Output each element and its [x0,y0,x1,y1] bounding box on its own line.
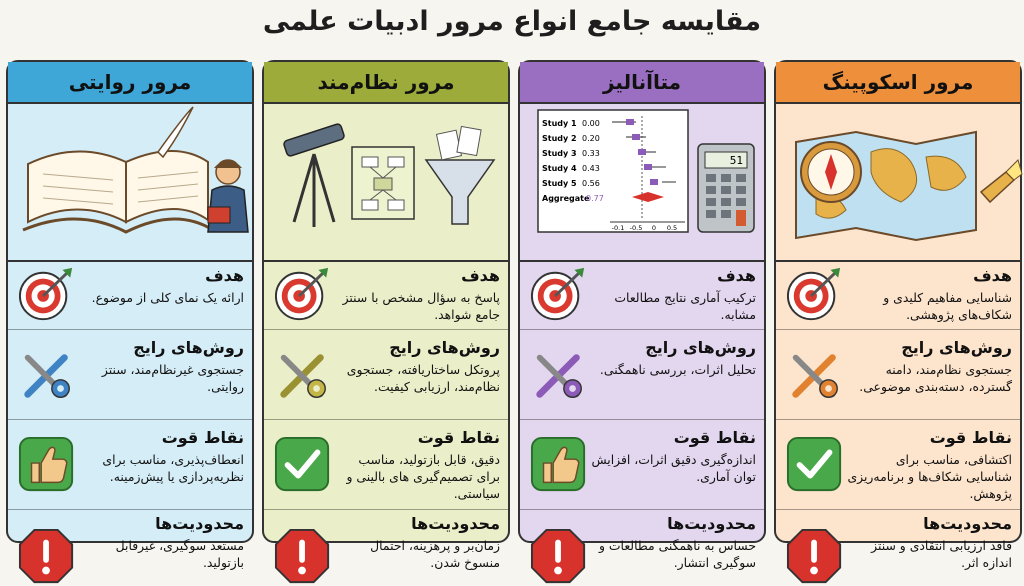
forest-axis-tick: 0 [651,224,657,232]
forest-study-label: Study 2 [542,134,577,143]
target-icon [18,266,76,324]
page-title: مقایسه جامع انواع مرور ادبیات علمی [262,6,762,37]
section-goal [776,260,1020,330]
section-label: محدودیت‌ها [411,514,500,533]
forest-study-label: Study 5 [542,179,577,188]
section-methods [264,330,508,420]
section-text: فاقد ارزیابی انتقادی و سنتز اندازه اثر. [871,538,1012,570]
section-text: زمان‌بر و پرهزینه، احتمال منسوخ شدن. [370,538,500,570]
section-label: محدودیت‌ها [667,514,756,533]
section-text: حساس به ناهمگنی مطالعات و سوگیری انتشار. [598,538,756,570]
section-label: روش‌های رایج [133,338,244,357]
section-strengths [264,420,508,510]
section-strengths [8,420,252,510]
forest-point [626,119,634,125]
forest-study-value: 0.00 [582,119,600,128]
target-icon [786,266,844,324]
forest-study-value: 0.43 [582,164,600,173]
section-limitations [264,510,508,570]
forest-axis-tick: -0.5 [629,224,643,232]
section-limitations [520,510,764,570]
column-title: مرور نظام‌مند [264,62,508,104]
section-goal [264,260,508,330]
warning-icon [18,528,76,586]
thumbs-up-icon [530,436,588,494]
target-icon [530,266,588,324]
tools-icon [786,346,844,404]
column-scoping-review [774,60,1022,570]
illustration-forest-plot [520,102,764,262]
section-label: نقاط قوت [929,428,1012,447]
column-narrative-review [6,60,254,570]
section-limitations [8,510,252,570]
section-text: پروتکل ساختاریافته، جستجوی نظام‌مند، ارزیابی کیفیت. [346,362,500,394]
section-label: روش‌های رایج [389,338,500,357]
section-text: مستعد سوگیری، غیرقابل بازتولید. [115,538,244,570]
forest-point [644,164,652,170]
forest-point [632,134,640,140]
section-label: هدف [205,266,244,285]
section-text: پاسخ به سؤال مشخص با سنتز جامع شواهد. [342,290,500,322]
forest-study-label: Study 4 [542,164,577,173]
section-limitations [776,510,1020,570]
section-methods [8,330,252,420]
warning-icon [274,528,332,586]
forest-study-label: Study 1 [542,119,577,128]
target-icon [274,266,332,324]
section-text: اندازه‌گیری دقیق اثرات، افزایش توان آماری. [591,452,756,484]
forest-study-value: 0.20 [582,134,600,143]
section-methods [776,330,1020,420]
section-label: محدودیت‌ها [155,514,244,533]
illustration-open-book [8,102,252,262]
section-label: روش‌های رایج [901,338,1012,357]
forest-point [638,149,646,155]
section-text: شناسایی مفاهیم کلیدی و شکاف‌های پژوهشی. [883,290,1012,322]
column-systematic-review [262,60,510,570]
section-label: هدف [973,266,1012,285]
section-label: هدف [461,266,500,285]
section-label: نقاط قوت [673,428,756,447]
section-text: تحلیل اثرات، بررسی ناهمگنی. [599,362,756,377]
tools-icon [18,346,76,404]
column-title: متاآنالیز [520,62,764,104]
forest-point [650,179,658,185]
section-text: دقیق، قابل بازتولید، مناسب برای تصمیم‌گیری های بالینی و سیاستی. [346,452,500,501]
illustration-map-compass [776,102,1020,262]
section-label: محدودیت‌ها [923,514,1012,533]
calculator-display: 51 [729,154,743,167]
forest-study-value: 0.33 [582,149,600,158]
section-goal [520,260,764,330]
tools-icon [530,346,588,404]
thumbs-up-icon [18,436,76,494]
section-text: انعطاف‌پذیری، مناسب برای نظریه‌پردازی یا پیش‌زمینه. [102,452,244,484]
checkmark-icon [786,436,844,494]
column-meta-analysis [518,60,766,570]
section-methods [520,330,764,420]
section-label: روش‌های رایج [645,338,756,357]
section-text: جستجوی نظام‌مند، دامنه گسترده، دسته‌بندی موضوعی. [859,362,1012,394]
illustration-telescope-funnel [264,102,508,262]
section-text: جستجوی غیرنظام‌مند، سنتز روایتی. [101,362,244,394]
forest-study-value: 0.56 [582,179,600,188]
section-label: نقاط قوت [417,428,500,447]
section-label: نقاط قوت [161,428,244,447]
section-label: هدف [717,266,756,285]
warning-icon [786,528,844,586]
forest-axis-tick: 0.5 [666,224,678,232]
forest-aggregate-value: 0.77 [586,194,604,203]
column-title: مرور روایتی [8,62,252,104]
forest-study-label: Study 3 [542,149,577,158]
warning-icon [530,528,588,586]
section-text: ارائه یک نمای کلی از موضوع. [91,290,244,305]
column-title: مرور اسکوپینگ [776,62,1020,104]
section-strengths [520,420,764,510]
forest-axis-tick: -0.1 [611,224,625,232]
checkmark-icon [274,436,332,494]
section-goal [8,260,252,330]
tools-icon [274,346,332,404]
section-text: ترکیب آماری نتایج مطالعات مشابه. [614,290,756,322]
forest-aggregate-label: Aggregate [542,194,590,203]
section-text: اکتشافی، مناسب برای شناسایی شکاف‌ها و برنامه‌ریزی پژوهش. [847,452,1012,501]
section-strengths [776,420,1020,510]
